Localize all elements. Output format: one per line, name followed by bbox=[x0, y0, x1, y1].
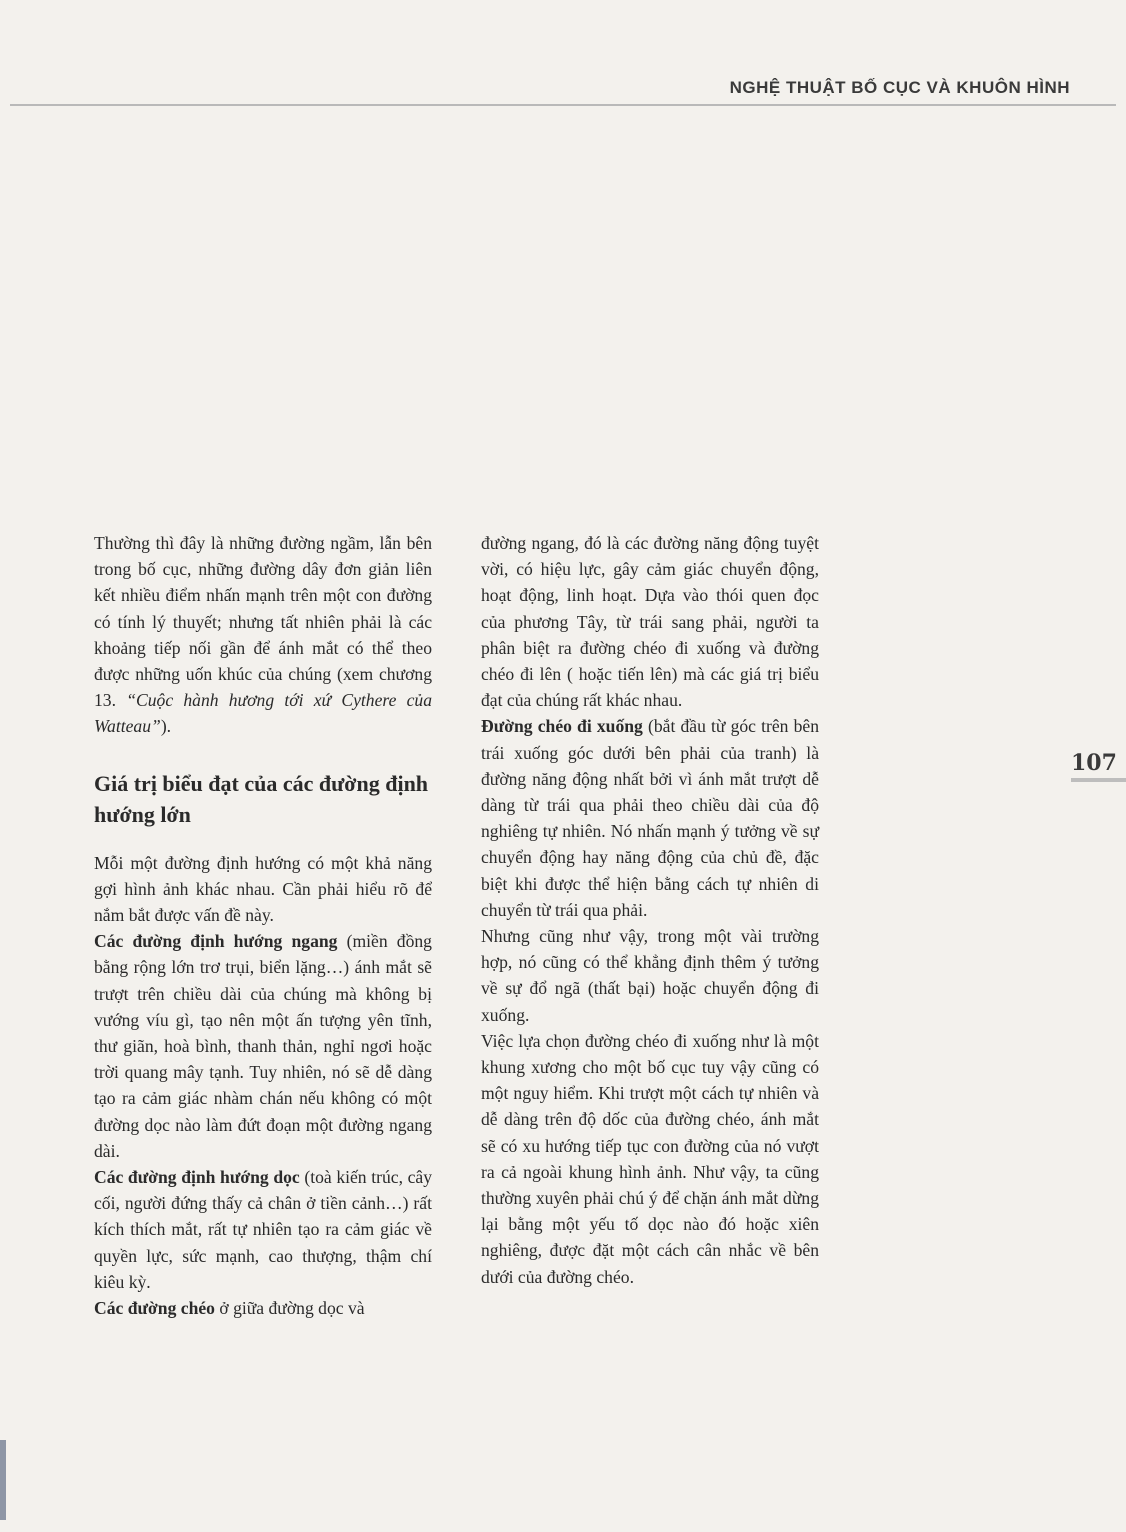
page-number: 107 bbox=[1071, 750, 1117, 776]
page-number-rule bbox=[1071, 778, 1126, 782]
paragraph: Thường thì đây là những đường ngầm, lẫn bên trong bố cục, những đường dây đơn giản liên kết nhiều điểm nhấn mạnh trên một con đường có tính lý thuyết; nhưng tất nhiên phải là các khoảng tiếp nối gần để ánh mắt có thể theo được những uốn khúc của chúng (xem chương 13. “Cuộc hành hương tới xứ Cythere của Watteau”). bbox=[94, 533, 433, 737]
paragraph: Các đường định hướng dọc (toà kiến trúc, cây cối, người đứng thấy cả chân ở tiền cảnh…) rất kích thích mắt, rất tự nhiên tạo ra cảm giác về quyền lực, sức mạnh, cao thượng, thậm chí kiêu kỳ. bbox=[94, 1167, 432, 1292]
paragraph: Các đường định hướng ngang (miền đồng bằng rộng lớn trơ trụi, biển lặng…) ánh mắt sẽ trượt trên chiều dài của chúng mà không bị vướng víu gì, tạo nên một ấn tượng yên tĩnh, thư giãn, hoà bình, thanh thản, nghỉ ngơi hoặc trời quang mây tạnh. Tuy nhiên, nó sẽ dễ dàng tạo ra cảm giác nhàm chán nếu không có một đường dọc nào làm đứt đoạn một đường ngang dài. bbox=[94, 931, 432, 1161]
section-heading: Giá trị biểu đạt của các đường định hướng lớn bbox=[94, 770, 429, 827]
paragraph: đường ngang, đó là các đường năng động tuyệt vời, có hiệu lực, gây cảm giác chuyển động, hoạt động, linh hoạt. Dựa vào thói quen đọc của phương Tây, từ trái sang phải, người ta phân biệt ra đường chéo đi xuống và đường chéo đi lên ( hoặc tiến lên) mà các giá trị biểu đạt của chúng rất khác nhau. bbox=[481, 533, 819, 711]
header-rule bbox=[10, 104, 1116, 106]
binding-edge-mark bbox=[0, 1440, 6, 1520]
running-header-title: NGHỆ THUẬT BỐ CỤC VÀ KHUÔN HÌNH bbox=[729, 78, 1070, 97]
right-column bbox=[481, 530, 819, 1290]
left-column bbox=[94, 530, 432, 1321]
paragraph: Đường chéo đi xuống (bắt đầu từ góc trên bên trái xuống góc dưới bên phải của tranh) là đường năng động nhất bởi vì ánh mắt trượt dễ dàng từ trái qua phải theo chiều dài của độ nghiêng tự nhiên. Nó nhấn mạnh ý tưởng về sự chuyển động hay năng động của chủ đề, đặc biệt khi được thể hiện bằng cách tự nhiên di chuyển từ trái qua phải. bbox=[481, 716, 819, 920]
paragraph: Mỗi một đường định hướng có một khả năng gợi hình ảnh khác nhau. Cần phải hiểu rõ để nắm bắt được vấn đề này. bbox=[94, 852, 432, 926]
paragraph: Các đường chéo ở giữa đường dọc và bbox=[94, 1298, 365, 1319]
paragraph: Việc lựa chọn đường chéo đi xuống như là một khung xương cho một bố cục tuy vậy cũng có một nguy hiểm. Khi trượt một cách tự nhiên và dễ dàng trên độ dốc của đường chéo, ánh mắt sẽ có xu hướng tiếp tục con đường của nó vượt ra cả ngoài khung hình ảnh. Như vậy, ta cũng thường xuyên phải chú ý để chặn ánh mắt dừng lại bằng một yếu tố dọc nào đó hoặc xiên nghiêng, được đặt một cách cân nhắc về bên dưới của đường chéo. bbox=[481, 1030, 819, 1287]
paragraph: Nhưng cũng như vậy, trong một vài trường hợp, nó cũng có thể khẳng định thêm ý tưởng về sự đổ ngã (thất bại) hoặc chuyển động đi xuống. bbox=[481, 926, 819, 1025]
